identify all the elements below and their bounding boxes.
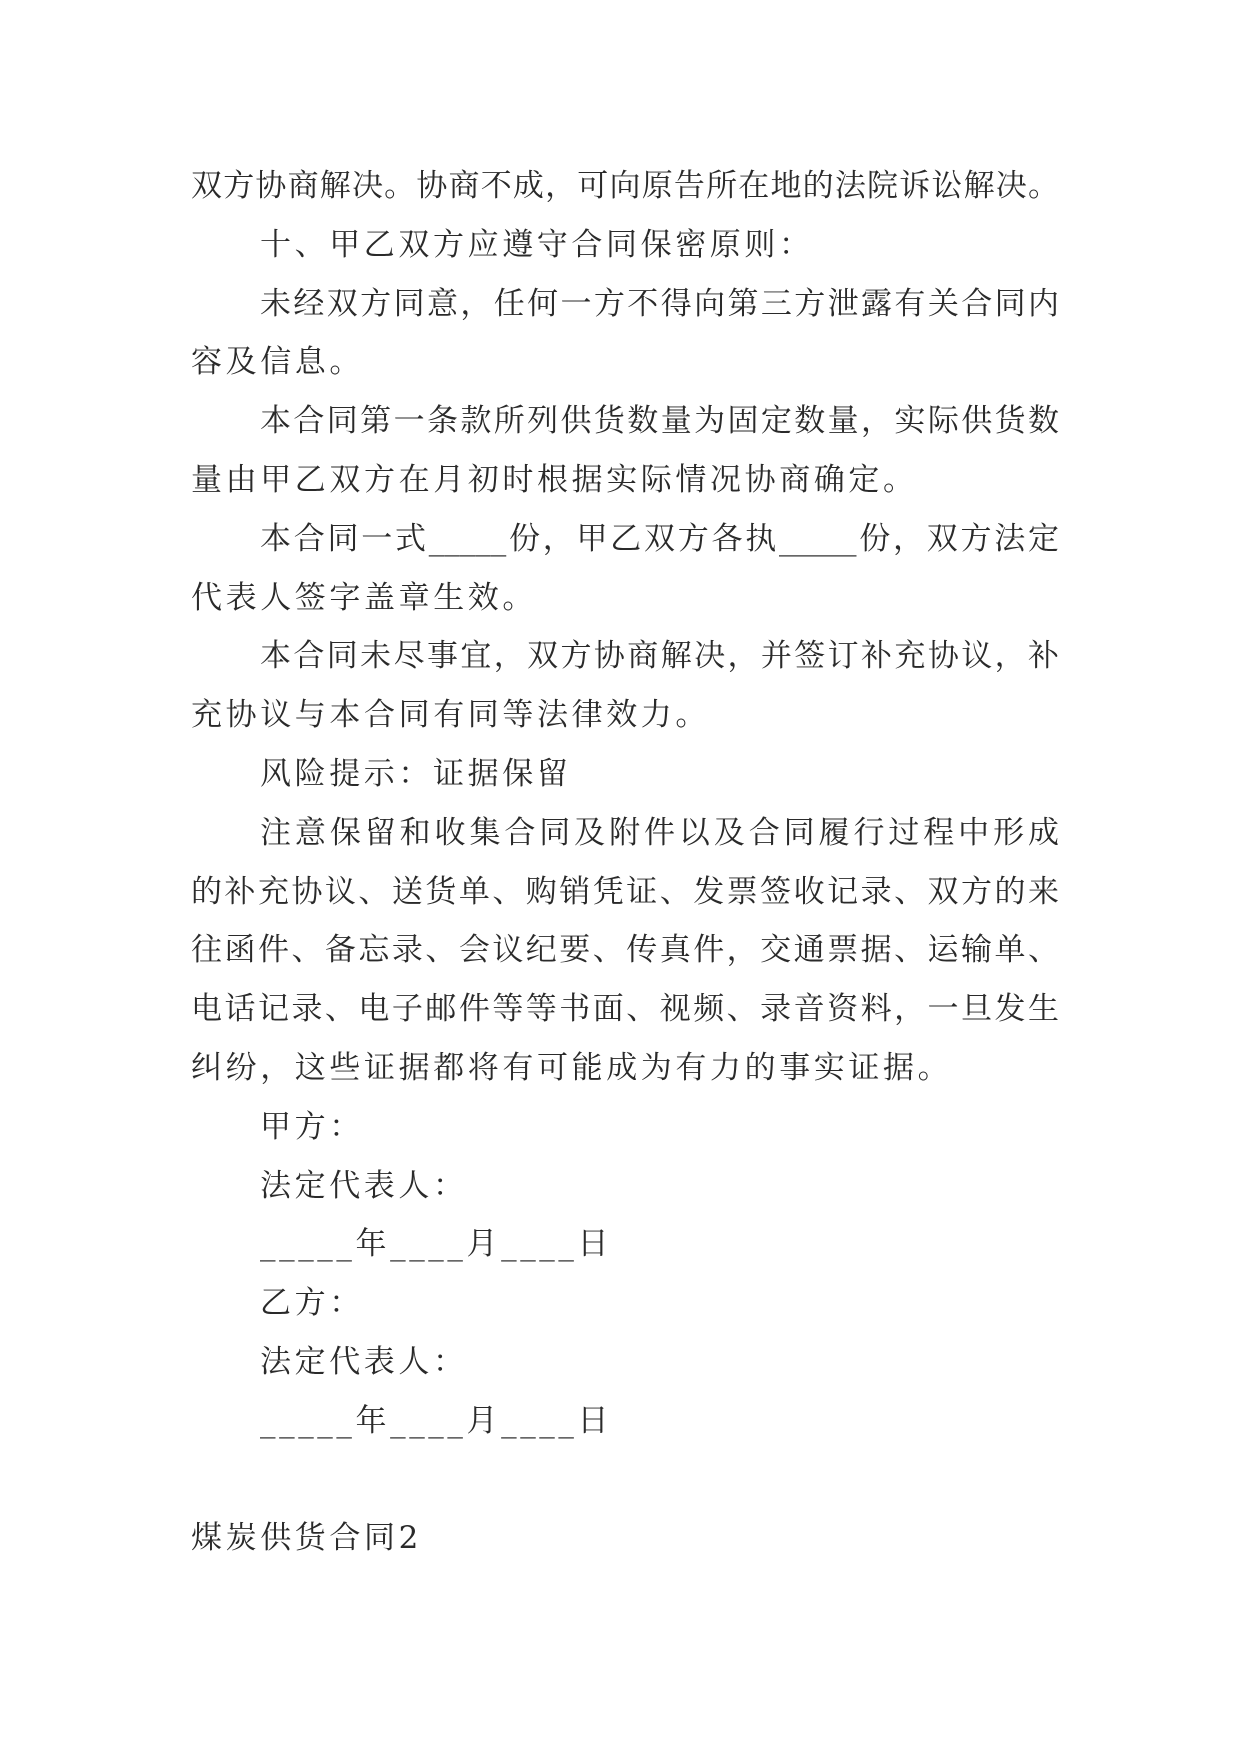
legal-representative-label: 法定代表人： [260, 1343, 468, 1380]
paragraph-line: 注意保留和收集合同及附件以及合同履行过程中形成 [260, 814, 1059, 851]
paragraph-line: 往函件、备忘录、会议纪要、传真件，交通票据、运输单、 [191, 932, 1059, 969]
paragraph-supplementary [191, 627, 1059, 745]
paragraph-risk-heading [191, 745, 1059, 804]
paragraph-line: 本合同未尽事宜，双方协商解决，并签订补充协议，补 [260, 638, 1059, 675]
paragraph-line: 纠纷，这些证据都将有可能成为有力的事实证据。 [191, 1049, 953, 1086]
paragraph-line: 本合同第一条款所列供货数量为固定数量，实际供货数 [260, 403, 1059, 440]
document-body [191, 157, 1059, 1568]
signature-block-party-a [191, 1098, 1059, 1274]
signature-date: _____年____月____日 [260, 1402, 613, 1439]
paragraph-dispute-resolution-end [191, 157, 1059, 216]
paragraph-line: 容及信息。 [191, 344, 364, 381]
paragraph-line: 的补充协议、送货单、购销凭证、发票签收记录、双方的来 [191, 873, 1059, 910]
paragraph-confidentiality [191, 275, 1059, 393]
paragraph-confidentiality-heading [191, 216, 1059, 275]
section-title: 煤炭供货合同2 [191, 1520, 422, 1557]
paragraph-line: 代表人签字盖章生效。 [191, 579, 537, 616]
legal-representative-label: 法定代表人： [260, 1167, 468, 1204]
paragraph-line: 量由甲乙双方在月初时根据实际情况协商确定。 [191, 461, 918, 498]
paragraph-line: 未经双方同意，任何一方不得向第三方泄露有关合同内 [260, 285, 1059, 322]
signature-block-party-b [191, 1274, 1059, 1450]
party-a-label: 甲方： [260, 1108, 364, 1145]
paragraph-supply-quantity [191, 392, 1059, 510]
paragraph-line: 本合同一式_____份，甲乙双方各执_____份，双方法定 [260, 520, 1059, 557]
paragraph-line: 电话记录、电子邮件等等书面、视频、录音资料，一旦发生 [191, 991, 1059, 1028]
paragraph-copies [191, 510, 1059, 628]
signature-date: _____年____月____日 [260, 1226, 613, 1263]
party-b-label: 乙方： [260, 1285, 364, 1322]
paragraph-line: 十、甲乙双方应遵守合同保密原则： [260, 226, 814, 263]
paragraph-line: 双方协商解决。协商不成，可向原告所在地的法院诉讼解决。 [191, 168, 1059, 204]
paragraph-line: 风险提示：证据保留 [260, 755, 572, 792]
paragraph-line: 充协议与本合同有同等法律效力。 [191, 697, 710, 734]
blank-line [191, 1451, 1059, 1510]
paragraph-evidence [191, 804, 1059, 1098]
